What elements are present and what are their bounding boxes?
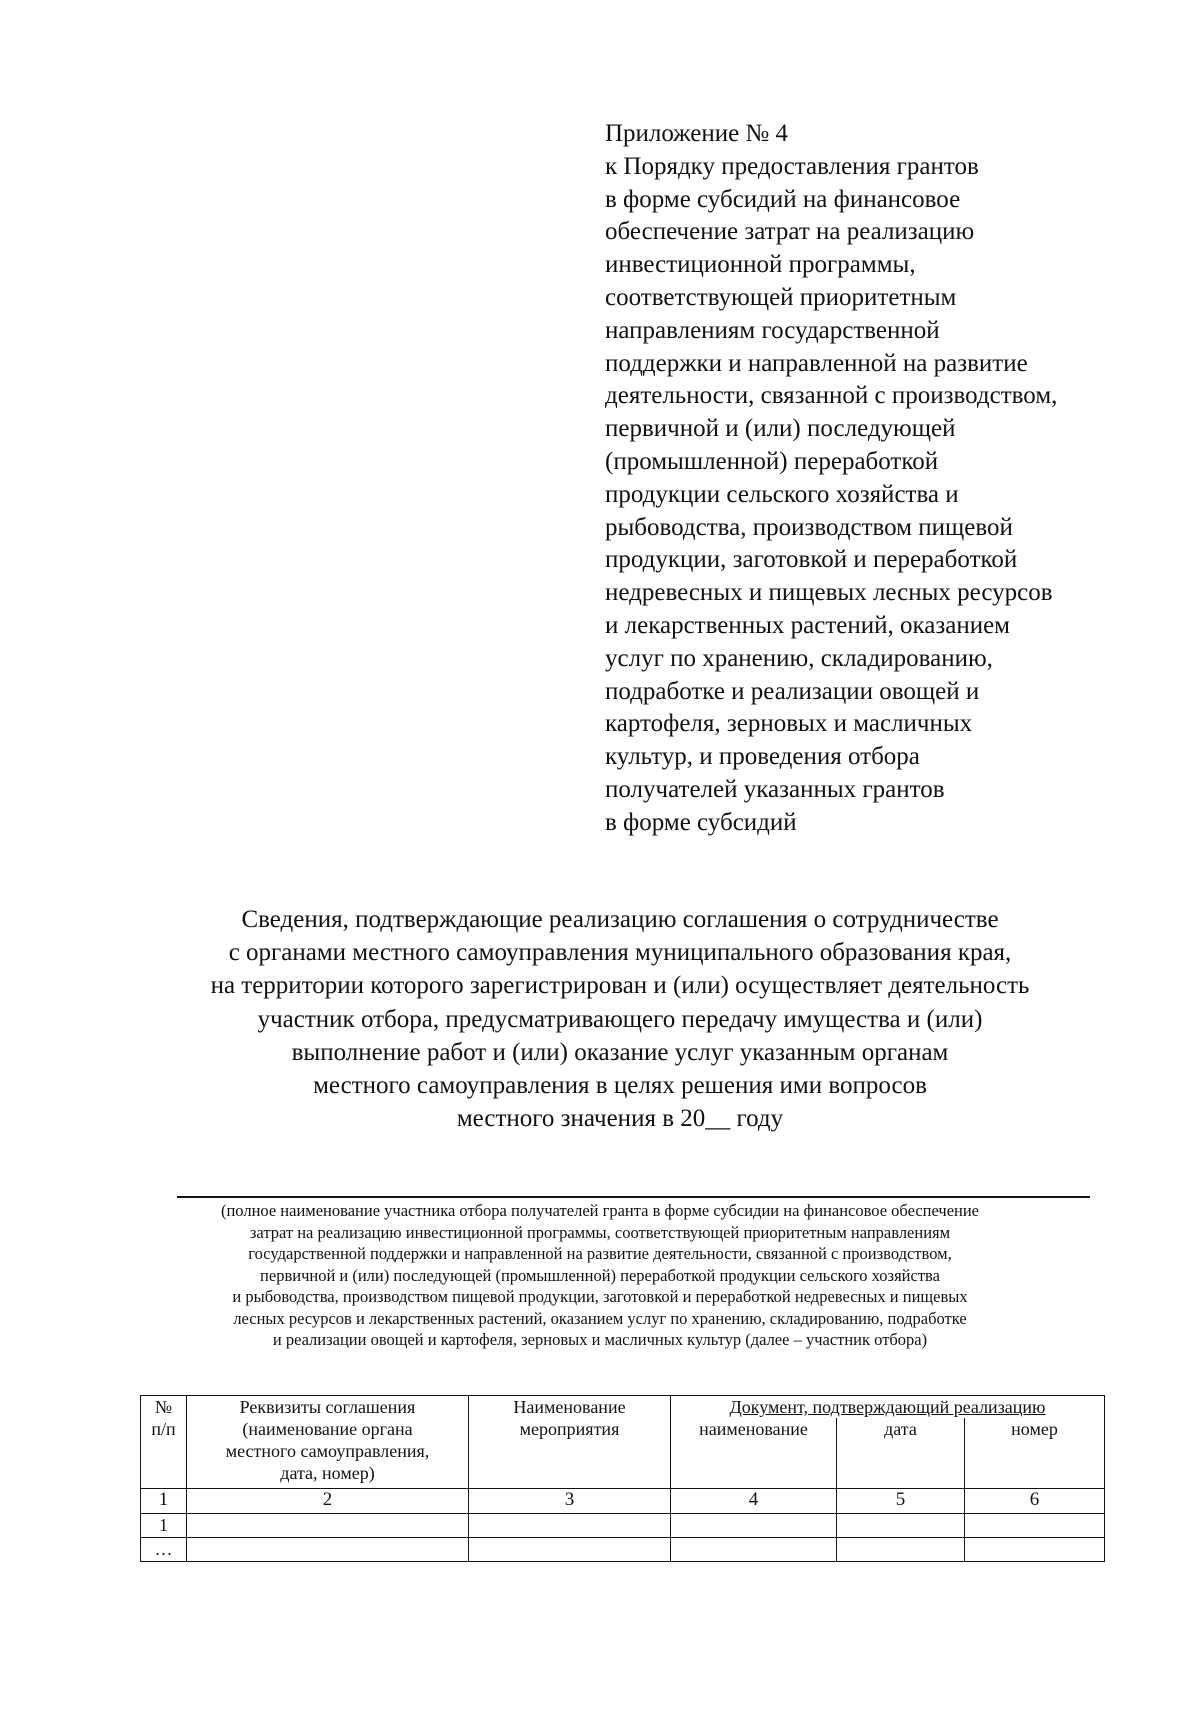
appendix-line: к Порядку предоставления грантов bbox=[605, 152, 979, 180]
table-header-row bbox=[141, 1396, 1105, 1419]
title-line: Сведения, подтверждающие реализацию соглашения о сотрудничестве bbox=[241, 906, 999, 933]
table-row bbox=[141, 1538, 1105, 1562]
appendix-line: поддержки и направленной на развитие bbox=[605, 349, 1028, 377]
table-cell: … bbox=[141, 1538, 187, 1562]
appendix-line: направлениям государственной bbox=[605, 316, 940, 344]
title-line: с органами местного самоуправления муниципального образования края, bbox=[228, 939, 1012, 967]
caption-line: лесных ресурсов и лекарственных растений, оказанием услуг по хранению, складированию, подработке bbox=[233, 1308, 967, 1328]
header-event-line2: мероприятия bbox=[519, 1419, 620, 1439]
appendix-line: картофеля, зерновых и масличных bbox=[605, 710, 973, 738]
header-doc-date: дата bbox=[837, 1418, 965, 1489]
table-cell bbox=[187, 1514, 469, 1538]
appendix-line: в форме субсидий на финансовое bbox=[605, 185, 961, 213]
appendix-line: продукции сельского хозяйства и bbox=[605, 480, 959, 508]
header-event-line1: Наименование bbox=[513, 1397, 626, 1417]
appendix-line: соответствующей приоритетным bbox=[605, 283, 957, 311]
appendix-line: и лекарственных растений, оказанием bbox=[605, 611, 1011, 639]
title-line: выполнение работ и (или) оказание услуг указанным органам bbox=[291, 1038, 949, 1066]
table-cell bbox=[837, 1514, 965, 1538]
table-cell bbox=[671, 1538, 837, 1562]
column-number-cell: 4 bbox=[671, 1489, 837, 1514]
appendix-line: подработке и реализации овощей и bbox=[605, 677, 980, 705]
appendix-line: культур, и проведения отбора bbox=[605, 743, 920, 771]
appendix-block bbox=[605, 118, 1165, 840]
appendix-line: продукции, заготовкой и переработкой bbox=[605, 546, 1018, 574]
data-table bbox=[140, 1395, 1105, 1562]
header-doc-name: наименование bbox=[671, 1418, 837, 1489]
appendix-line: в форме субсидий bbox=[605, 808, 797, 836]
caption-line: первичной и (или) последующей (промышленной) переработкой продукции сельского хозяйства bbox=[260, 1265, 940, 1285]
appendix-line: услуг по хранению, складированию, bbox=[605, 644, 993, 672]
column-number-cell: 2 bbox=[187, 1489, 469, 1514]
header-agreement-line4: дата, номер) bbox=[280, 1463, 375, 1483]
table-cell bbox=[965, 1538, 1105, 1562]
header-document: Документ, подтверждающий реализацию bbox=[671, 1396, 1105, 1419]
header-agreement-line2: (наименование органа bbox=[242, 1419, 413, 1439]
table-cell bbox=[965, 1514, 1105, 1538]
table-cell: 1 bbox=[141, 1514, 187, 1538]
column-number-cell: 1 bbox=[141, 1489, 187, 1514]
header-doc-number: номер bbox=[965, 1418, 1105, 1489]
header-event bbox=[469, 1396, 671, 1489]
caption-line: и рыбоводства, производством пищевой продукции, заготовкой и переработкой недревесных и пищевых bbox=[232, 1287, 968, 1306]
caption-line: затрат на реализацию инвестиционной программы, соответствующей приоритетным направлениям bbox=[249, 1222, 951, 1242]
table-cell bbox=[469, 1514, 671, 1538]
appendix-line: деятельности, связанной с производством, bbox=[605, 382, 1058, 410]
table-cell bbox=[187, 1538, 469, 1562]
appendix-line: рыбоводства, производством пищевой bbox=[605, 513, 1013, 541]
title-line: местного значения в 20__ году bbox=[456, 1105, 784, 1133]
title-line: местного самоуправления в целях решения ими вопросов bbox=[313, 1072, 927, 1100]
appendix-line: обеспечение затрат на реализацию bbox=[605, 218, 975, 246]
title-line: участник отбора, предусматривающего передачу имущества и (или) bbox=[257, 1005, 983, 1033]
header-number-line1: № bbox=[154, 1397, 173, 1417]
header-agreement-line3: местного самоуправления, bbox=[225, 1441, 430, 1461]
column-number-cell: 5 bbox=[837, 1489, 965, 1514]
appendix-line: инвестиционной программы, bbox=[605, 251, 916, 279]
caption-line: государственной поддержки и направленной на развитие деятельности, связанной с производством, bbox=[248, 1244, 952, 1263]
appendix-line: первичной и (или) последующей bbox=[605, 415, 956, 443]
caption-line: и реализации овощей и картофеля, зерновых и масличных культур (далее – участник отбора) bbox=[272, 1330, 928, 1349]
column-number-row bbox=[141, 1489, 1105, 1514]
appendix-line: Приложение № 4 bbox=[605, 120, 789, 147]
participant-name-fill-line bbox=[177, 1196, 1090, 1198]
appendix-line: (промышленной) переработкой bbox=[605, 447, 939, 475]
participant-caption bbox=[100, 1200, 1100, 1351]
table-cell bbox=[671, 1514, 837, 1538]
appendix-line: недревесных и пищевых лесных ресурсов bbox=[605, 579, 1053, 607]
table-cell bbox=[837, 1538, 965, 1562]
header-agreement bbox=[187, 1396, 469, 1489]
document-title bbox=[60, 903, 1180, 1135]
appendix-line: получателей указанных грантов bbox=[605, 775, 945, 803]
column-number-cell: 3 bbox=[469, 1489, 671, 1514]
header-number-line2: п/п bbox=[151, 1419, 176, 1439]
title-line: на территории которого зарегистрирован и (или) осуществляет деятельность bbox=[210, 972, 1030, 1000]
table-row bbox=[141, 1514, 1105, 1538]
table-cell bbox=[469, 1538, 671, 1562]
column-number-cell: 6 bbox=[965, 1489, 1105, 1514]
header-agreement-line1: Реквизиты соглашения bbox=[239, 1397, 416, 1417]
caption-line: (полное наименование участника отбора получателей гранта в форме субсидии на финансовое обеспечение bbox=[220, 1201, 980, 1220]
header-number bbox=[141, 1396, 187, 1489]
